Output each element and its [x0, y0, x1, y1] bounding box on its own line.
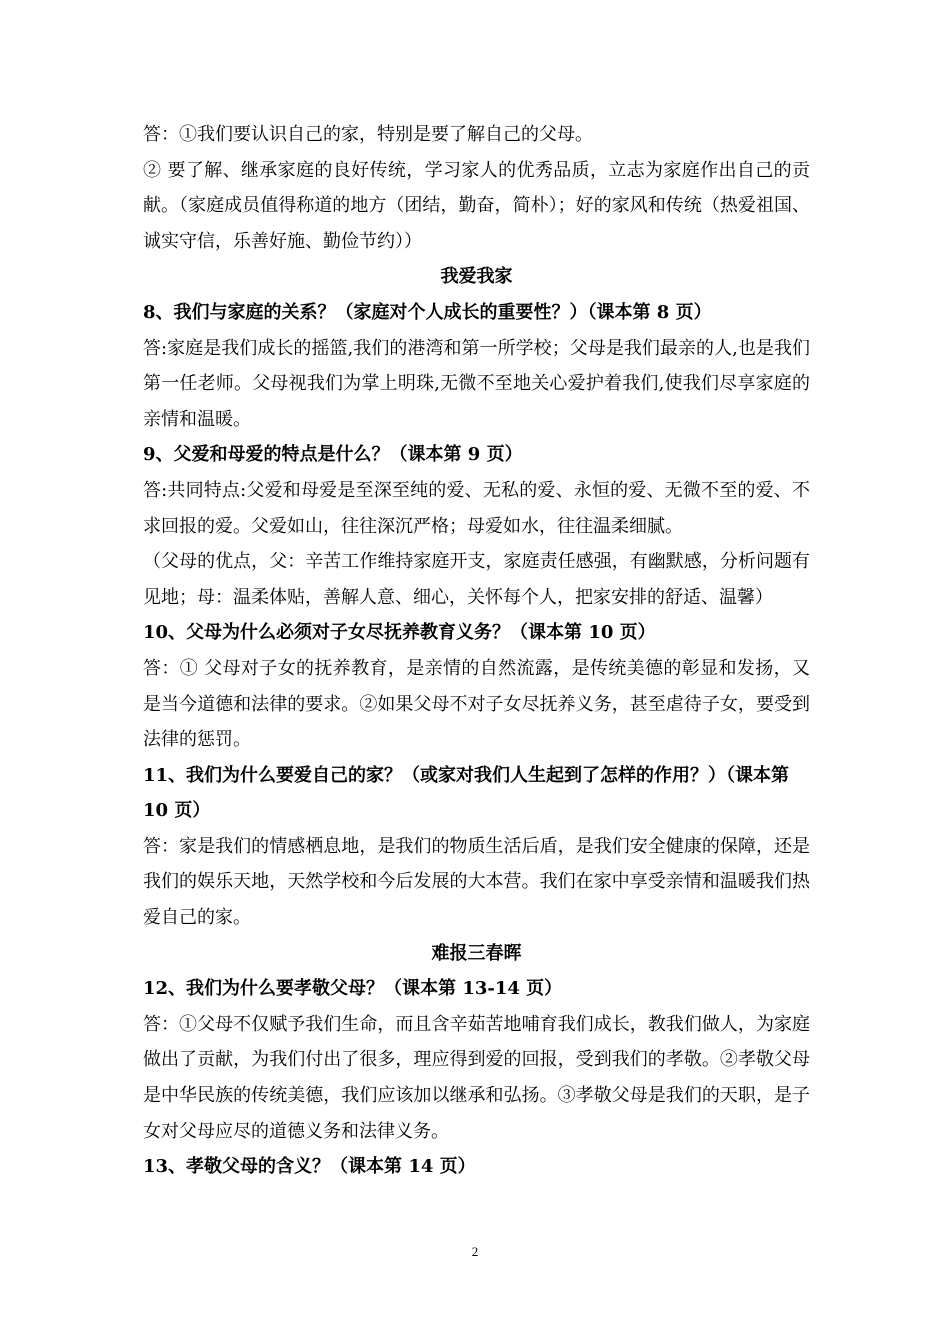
answer-paragraph: 答：①我们要认识自己的家，特别是要了解自己的父母。	[143, 124, 593, 145]
section-heading: 难报三春晖	[431, 942, 522, 964]
question-heading: 8、我们与家庭的关系？（家庭对个人成长的重要性？）（课本第 8 页）	[143, 301, 712, 323]
answer-paragraph: 答:共同特点:父爱和母爱是至深至纯的爱、无私的爱、永恒的爱、无微不至的爱、不求回报的爱。父爱如山，往往深沉严格；母爱如水，往往温柔细腻。	[143, 479, 810, 537]
question-heading: 9、父爱和母爱的特点是什么？（课本第 9 页）	[143, 444, 523, 466]
section-heading: 我爱我家	[440, 266, 513, 288]
answer-paragraph: ② 要了解、继承家庭的良好传统，学习家人的优秀品质，立志为家庭作出自己的贡献。（家庭成员值得称道的地方（团结，勤奋，简朴）；好的家风和传统（热爱祖国、诚实守信，乐善好施、勤俭节约））	[143, 159, 810, 252]
document-body	[143, 117, 810, 1185]
answer-paragraph: 答：①父母不仅赋予我们生命，而且含辛茹苦地哺育我们成长，教我们做人，为家庭做出了贡献，为我们付出了很多，理应得到爱的回报，受到我们的孝敬。②孝敬父母是中华民族的传统美德，我们应该加以继承和弘扬。③孝敬父母是我们的天职，是子女对父母应尽的道德义务和法律义务。	[143, 1013, 810, 1142]
question-heading: 11、我们为什么要爱自己的家？（或家对我们人生起到了怎样的作用？）（课本第 10 页）	[143, 764, 790, 822]
answer-paragraph: （父母的优点，父：辛苦工作维持家庭开支，家庭责任感强，有幽默感，分析问题有见地；母：温柔体贴，善解人意、细心，关怀每个人，把家安排的舒适、温馨）	[143, 551, 810, 608]
question-heading: 13、孝敬父母的含义？（课本第 14 页）	[143, 1156, 476, 1178]
question-heading: 10、父母为什么必须对子女尽抚养教育义务？（课本第 10 页）	[143, 622, 656, 644]
page-number: 2	[471, 1244, 479, 1259]
answer-paragraph: 答:家庭是我们成长的摇篮,我们的港湾和第一所学校；父母是我们最亲的人,也是我们第一任老师。父母视我们为掌上明珠,无微不至地关心爱护着我们,使我们尽享家庭的亲情和温暖。	[143, 337, 810, 430]
question-heading: 12、我们为什么要孝敬父母？（课本第 13-14 页）	[143, 978, 563, 1000]
answer-paragraph: 答：① 父母对子女的抚养教育，是亲情的自然流露，是传统美德的彰显和发扬，又是当今道德和法律的要求。②如果父母不对子女尽抚养义务，甚至虐待子女，要受到法律的惩罚。	[143, 657, 810, 751]
answer-paragraph: 答：家是我们的情感栖息地，是我们的物质生活后盾，是我们安全健康的保障，还是我们的娱乐天地，天然学校和今后发展的大本营。我们在家中享受亲情和温暖我们热爱自己的家。	[143, 835, 810, 929]
